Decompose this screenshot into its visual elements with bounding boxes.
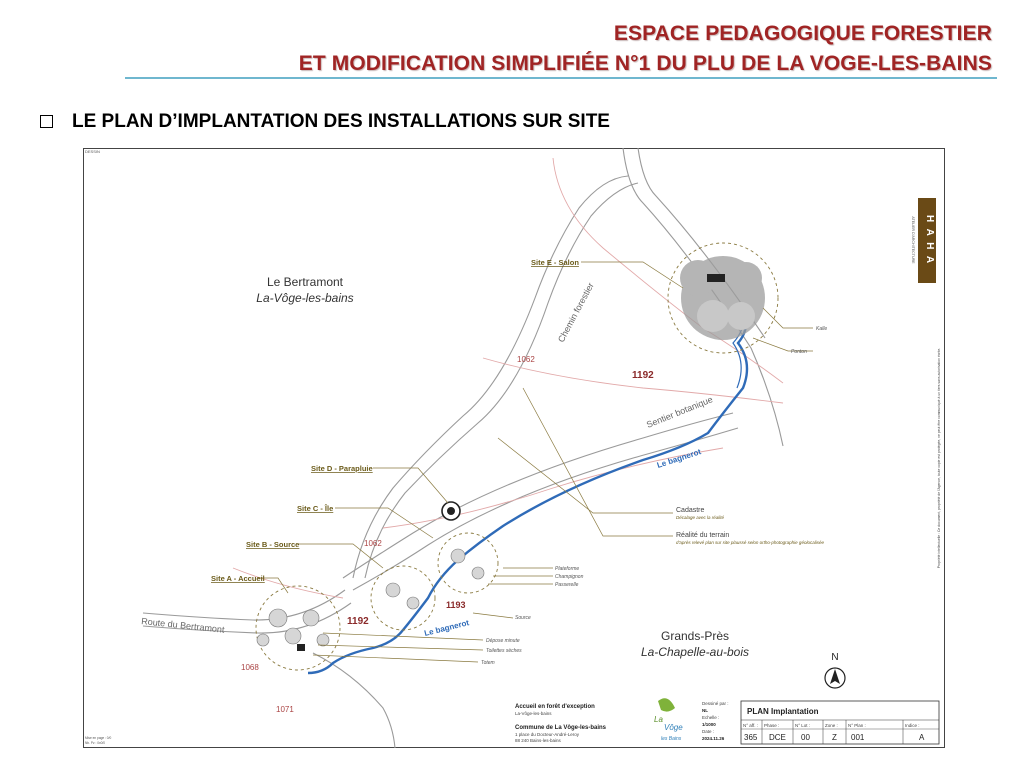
label-totem: Totem <box>481 660 495 666</box>
label-site-a: Site A - Accueil <box>211 574 265 583</box>
label-bagnerot-upper: Le bagnerot <box>655 447 703 470</box>
label-passerelle: Passerelle <box>555 582 579 588</box>
label-route-bertramont: Route du Bertramont <box>140 616 225 635</box>
site-d-marker <box>442 502 460 520</box>
parcel-1062-upper: 1062 <box>517 355 535 364</box>
tb-value-indice: A <box>919 733 925 742</box>
tb-drawn-by: NL <box>702 708 708 713</box>
sheet-border <box>84 149 945 748</box>
place-grands-pres: Grands-Près <box>660 629 730 643</box>
parcel-1062-lower: 1062 <box>364 539 382 548</box>
tb-header-zone: Zone : <box>825 723 838 728</box>
haha-logo-subtitle: ATELIER D'ARCHITECTURE <box>911 216 915 264</box>
parcel-1192-lower: 1192 <box>347 616 369 627</box>
north-label: N <box>831 652 839 663</box>
tb-value-phase: DCE <box>769 733 786 742</box>
tb-address-1: 1 place du Docteur-André-Leroy <box>515 732 580 737</box>
label-site-c: Site C - Île <box>297 504 334 513</box>
logo-line-2: Vôge <box>664 723 683 732</box>
tb-date: 2024.11.26 <box>702 736 725 741</box>
footer-tiny-1: Mise en page : 0/0 <box>85 736 112 740</box>
title-line-1: ESPACE PEDAGOGIQUE FORESTIER <box>613 22 992 45</box>
label-site-d: Site D - Parapluie <box>311 464 373 473</box>
footer-tiny-2: Nb. Pz : 0x0/0 <box>85 741 106 745</box>
label-plateforme: Plateforme <box>555 566 580 572</box>
tb-header-phase: Phase : <box>764 723 780 728</box>
tb-value-zone: Z <box>832 733 837 742</box>
label-toilettes: Toilettes sèches <box>486 648 522 654</box>
label-bagnerot-lower: Le bagnerot <box>423 618 470 638</box>
label-realite-note: d'après relevé plan sur site plaussé selon ortho-photographie géolocalisée <box>676 540 824 545</box>
label-realite: Réalité du terrain <box>676 532 730 539</box>
label-chemin-forestier: Chemin forestier <box>555 280 596 344</box>
tb-address-2: 88 240 Bains-les-bains <box>515 738 561 743</box>
label-site-e: Site E - Salon <box>531 258 579 267</box>
logo-line-3: les Bains <box>661 736 682 742</box>
title-line-2: ET MODIFICATION SIMPLIFIÉE N°1 DU PLU DE LA VOGE-LES-BAINS <box>298 52 992 75</box>
label-depose-minute: Dépose minute <box>486 638 520 644</box>
label-source: Source <box>515 615 531 621</box>
tb-value-plan: 001 <box>851 733 865 742</box>
tb-value-affaire: 365 <box>744 733 758 742</box>
tb-header-lot: N° Lot : <box>795 723 811 728</box>
site-a-building <box>297 644 305 651</box>
label-cadastre-note: Décalage avec la réalité <box>676 515 725 520</box>
commune-la-voge: La-Vôge-les-bains <box>256 291 354 305</box>
label-ponton: Ponton <box>791 349 807 355</box>
label-cadastre: Cadastre <box>676 507 705 514</box>
commune-la-chapelle: La-Chapelle-au-bois <box>640 645 750 659</box>
tb-scale: 1/1000 <box>702 722 716 727</box>
tb-project-sub: La-Vôge-les-bains <box>515 711 552 716</box>
tb-header-indice: Indice : <box>905 723 920 728</box>
tb-date-label: Date : <box>702 729 715 734</box>
tb-value-lot: 00 <box>801 733 810 742</box>
logo-line-1: La <box>654 715 663 724</box>
legal-notice: Propriété intellectuelle : Ce document, propriété de l'Agence, toute copie est protégée, ne peut être communiqué à un tiers sans autorisation écrite. <box>937 347 941 569</box>
tb-header-affaire: N° aff. : <box>743 723 758 728</box>
tb-header-plan: N° Plan : <box>848 723 866 728</box>
place-bertramont: Le Bertramont <box>266 275 344 289</box>
tb-scale-label: Echelle : <box>702 715 720 720</box>
checkbox-bullet-icon <box>40 115 53 128</box>
label-site-b: Site B - Source <box>246 540 300 549</box>
site-plan-drawing <box>83 148 945 748</box>
parcel-1068: 1068 <box>241 663 259 672</box>
tb-project-title: Accueil en forêt d'exception <box>515 704 595 710</box>
parcel-1071: 1071 <box>276 705 294 714</box>
haha-logo-text: H A H A <box>924 214 935 266</box>
parcel-1192-upper: 1192 <box>632 370 654 381</box>
title-underline <box>125 77 997 79</box>
tb-client: Commune de La Vôge-les-bains <box>515 725 607 731</box>
label-sentier-botanique: Sentier botanique <box>645 394 715 430</box>
sheet-corner-label: DESSIN <box>85 149 100 154</box>
parcel-1193: 1193 <box>446 600 466 610</box>
tb-plan-title: PLAN Implantation <box>747 707 819 716</box>
label-champignon: Champignon <box>555 574 584 580</box>
tb-drawn-by-label: Dessiné par : <box>702 701 729 706</box>
section-heading: LE PLAN D’IMPLANTATION DES INSTALLATIONS SUR SITE <box>72 111 610 132</box>
label-kalle: Kalle <box>816 326 828 332</box>
